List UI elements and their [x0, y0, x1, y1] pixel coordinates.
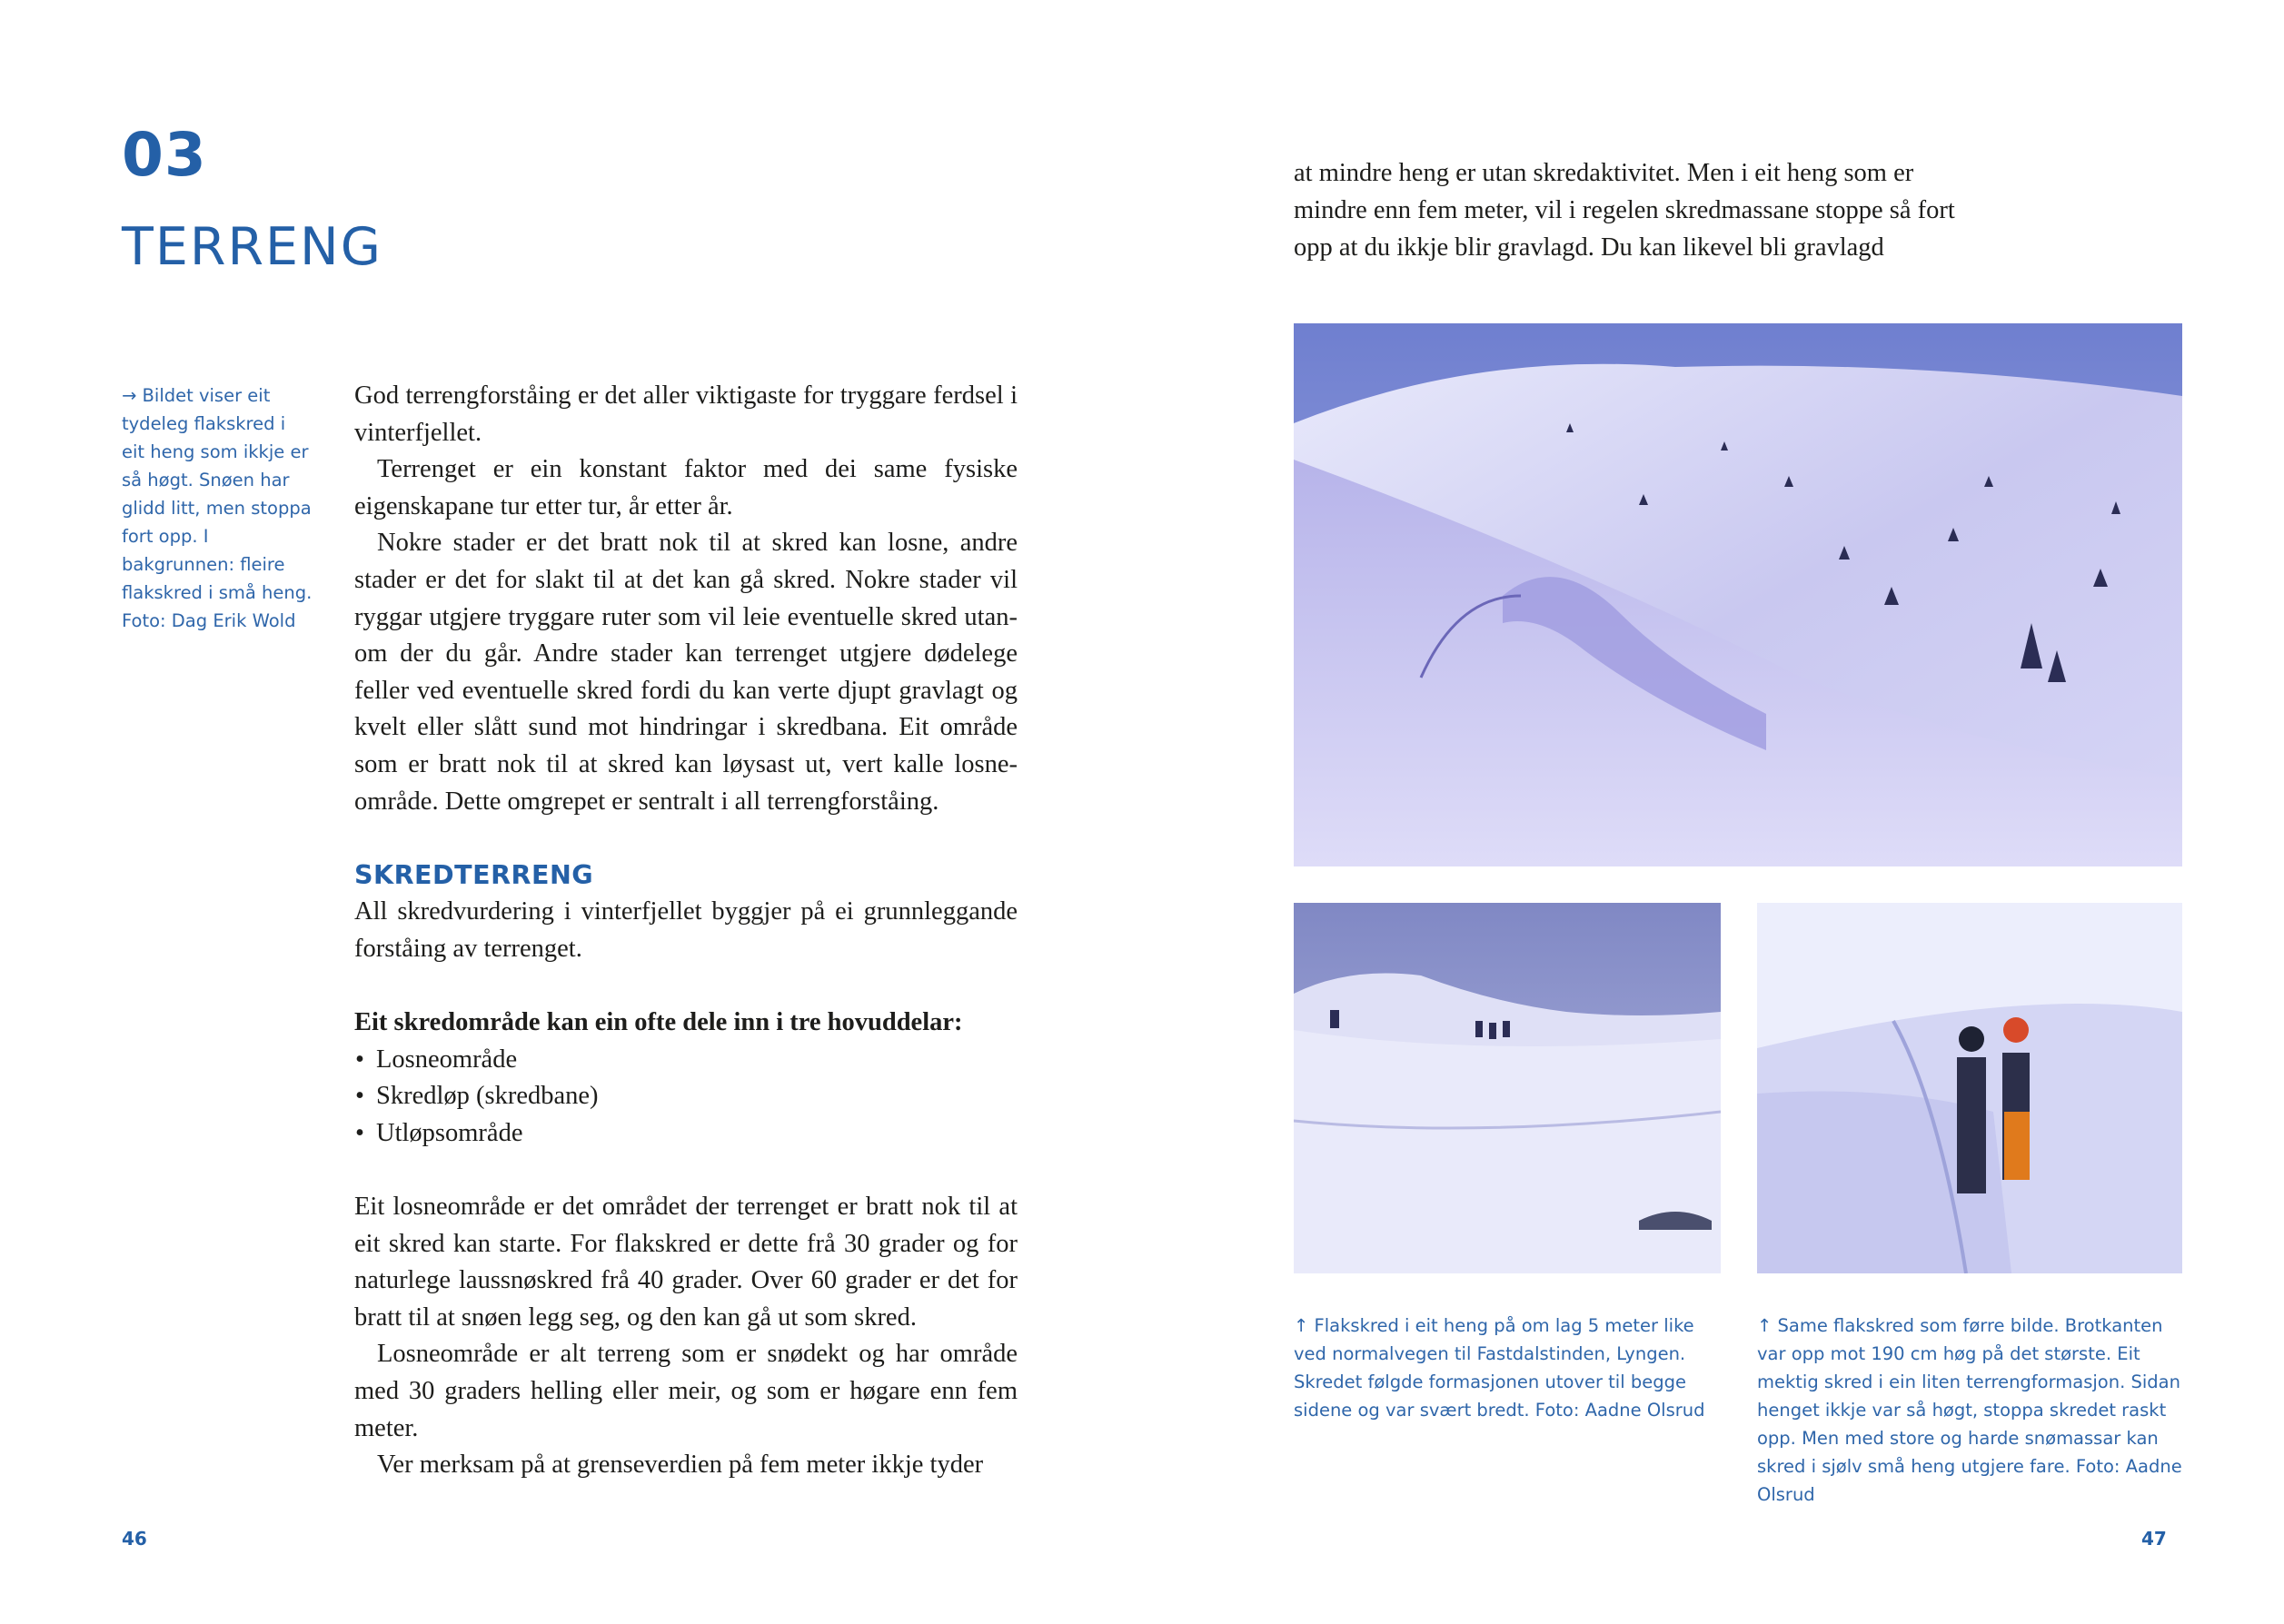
paragraph: Ver merksam på at grenseverdien på fem meter ikkje tyder — [377, 1451, 984, 1480]
paragraph: Losneområde er alt terreng som er snødekt og har område med 30 graders helling eller meir, og som er høgare enn fem meter. — [354, 1340, 1018, 1442]
list-item: • Skredløp (skredbane) — [354, 1078, 1018, 1115]
avalanche-slope-photo — [1294, 323, 2182, 866]
photo-caption-bottom-left: ↑ Flakskred i eit heng på om lag 5 meter like ved normalvegen til Fastdalstinden, Lyngen. Skredet følgde formasjonen utover til begge sidene og var svært bredt. Foto: Aadne Olsrud — [1294, 1315, 1705, 1421]
paragraph: Nokre stader er det bratt nok til at skred kan losne, andre stader er det for slakt til at det kan gå skred. Nokre stader vil ryggar utgjere tryggare ruter som vil leie eventuelle skred utanom der du går. Andre stader kan terrenget utgjere dødelege feller ved eventuelle skred fordi du kan verte djupt gravlagt og kvelt eller slått sund mot hindringar i skredbana. Eit område som er bratt nok til at skred kan løysast ut, vert kalle losneområde. Dette omgrepet er sentralt i all terrengforståing. — [354, 529, 1018, 816]
body-text-column — [354, 378, 1018, 1484]
list-item: • Utløpsområde — [354, 1115, 1018, 1153]
avalanche-zone-list — [354, 1042, 1018, 1153]
page-number-left: 46 — [122, 1528, 147, 1550]
list-intro: Eit skredområde kan ein ofte dele inn i tre hovuddelar: — [354, 1008, 963, 1037]
fastdalstinden-avalanche-photo — [1294, 903, 1721, 1273]
section-heading: SKREDTERRENG — [354, 859, 594, 890]
chapter-title: TERRENG — [122, 217, 382, 277]
photo-caption-bottom-right: ↑ Same flakskred som førre bilde. Brotkanten var opp mot 190 cm høg på det største. Eit mektig skred i ein liten terrengformasjon. Sidan henget ikkje var så høgt, stoppa skredet raskt opp. Men med store og harde snømassar kan skred i sjølv små heng utgjere fare. Foto: Aadne Olsrud — [1757, 1315, 2182, 1505]
intro-paragraph: God terrengforståing er det aller viktigaste for tryggare ferdsel i vinterfjellet. — [354, 381, 1018, 447]
chapter-number: 03 — [122, 120, 207, 190]
list-item: • Losneområde — [354, 1042, 1018, 1079]
page-number-right: 47 — [2141, 1528, 2167, 1550]
paragraph: Terrenget er ein konstant faktor med dei same fysiske eigenskapane tur etter tur, år etter år. — [354, 455, 1018, 520]
paragraph: All skredvurdering i vinterfjellet byggjer på ei grunnleggande forståing av terrenget. — [354, 897, 1018, 963]
continued-text: at mindre heng er utan skredaktivitet. Men i eit heng som er mindre enn fem meter, vil i regelen skredmassane stoppe så fort opp at du ikkje blir gravlagd. Du kan likevel bli gravlagd — [1294, 159, 1955, 262]
paragraph: Eit losneområde er det området der terrenget er bratt nok til at eit skred kan starte. For flakskred er dette frå 30 grader og for naturlege laussnøskred frå 40 grader. Over 60 grader er det for bratt til at snøen legg seg, og den kan gå ut som skred. — [354, 1193, 1018, 1332]
crown-wall-photo — [1757, 903, 2182, 1273]
photo-caption-left: → Bildet viser eit tydeleg flakskred i eit heng som ikkje er så høgt. Snøen har glidd litt, men stoppa fort opp. I bakgrunnen: fleire flakskred i små heng. Foto: Dag Erik Wold — [122, 385, 313, 631]
